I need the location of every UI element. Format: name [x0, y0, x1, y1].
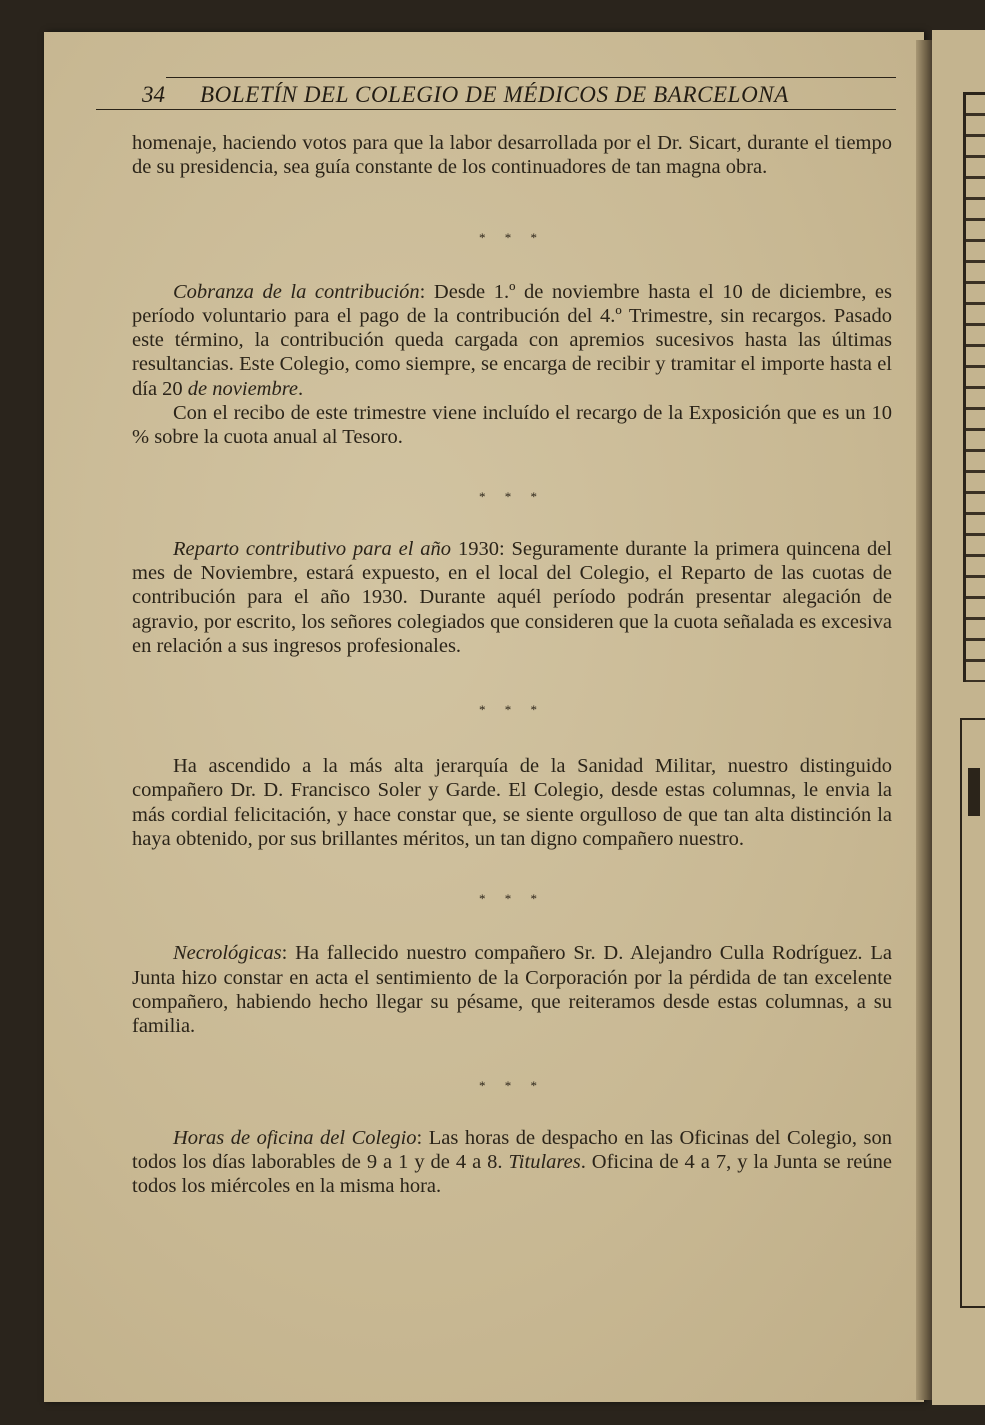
paragraph-sanidad-militar: Ha ascendido a la más alta jerarquía de la Sanidad Militar, nuestro distinguido compañero Dr. D. Francisco Soler y Garde. El Colegio, desde estas columnas, le envia la más cordial felicitación, y hace constar que, se siente orgulloso de que tan alta distinción la haya obtenido, por sus brillantes méritos, un tan digno compañero nuestro. [132, 755, 892, 851]
section-lead: Reparto contributivo para el año [173, 537, 452, 560]
running-header [96, 76, 896, 112]
section-separator: * * * [479, 1077, 545, 1093]
page-number: 34 [142, 82, 165, 107]
journal-title: BOLETÍN DEL COLEGIO DE MÉDICOS DE BARCELONA [200, 82, 789, 107]
header-rule-bottom [96, 109, 896, 110]
section-separator: * * * [479, 488, 545, 504]
paragraph-horas-oficina: Horas de oficina del Colegio: Las horas de despacho en las Oficinas del Colegio, son todos los días laborables de 9 a 1 y de 4 a 8. Titulares. Oficina de 4 a 7, y la Junta se reúne todos los miércoles en la misma hora. [132, 1126, 892, 1198]
section-lead: Cobranza de la contribución [173, 280, 420, 303]
facing-page-ornament-border [963, 92, 985, 682]
facing-page-frame [960, 718, 985, 1308]
paragraph-recibo: Con el recibo de este trimestre viene incluído el recargo de la Exposición que es un 10 % sobre la cuota anual al Tesoro. [132, 402, 892, 449]
section-separator: * * * [479, 702, 545, 718]
section-separator: * * * [479, 891, 545, 907]
paragraph-necrologicas: Necrológicas: Ha fallecido nuestro compañero Sr. D. Alejandro Culla Rodríguez. La Junta hizo constar en acta el sentimiento de la Corporación por la pérdida de tan excelente compañero, habiendo hecho llegar su pésame, que reiteramos desde estas columnas, a su familia. [132, 942, 892, 1038]
paragraph-cobranza: Cobranza de la contribución: Desde 1.º de noviembre hasta el 10 de diciembre, es período voluntario para el pago de la contribución del 4.º Trimestre, sin recargos. Pasado este término, la contribución queda cargada con apremios sucesivos hasta las últimas resultancias. Este Colegio, como siempre, se encarga de recibir y tramitar el importe hasta el día 20 de noviembre. [132, 280, 892, 400]
section-separator: * * * [479, 229, 545, 245]
paragraph-reparto: Reparto contributivo para el año 1930: Seguramente durante la primera quincena del mes de Noviembre, estará expuesto, en el local del Colegio, el Reparto de las cuotas de contribución para el año 1930. Durante aquél período podrán presentar alegación de agravio, por escrito, los señores colegiados que consideren que la cuota señalada es excesiva en relación a sus ingresos profesionales. [132, 537, 892, 657]
section-lead: Necrológicas [173, 942, 282, 965]
frame-bar [968, 768, 980, 816]
article-body [132, 131, 892, 1198]
header-rule-top [166, 77, 896, 78]
section-lead: Horas de oficina del Colegio [173, 1126, 417, 1149]
paragraph-homenaje: homenaje, haciendo votos para que la labor desarrollada por el Dr. Sicart, durante el tiempo de su presidencia, sea guía constante de los continuadores de tan magna obra. [132, 132, 892, 179]
